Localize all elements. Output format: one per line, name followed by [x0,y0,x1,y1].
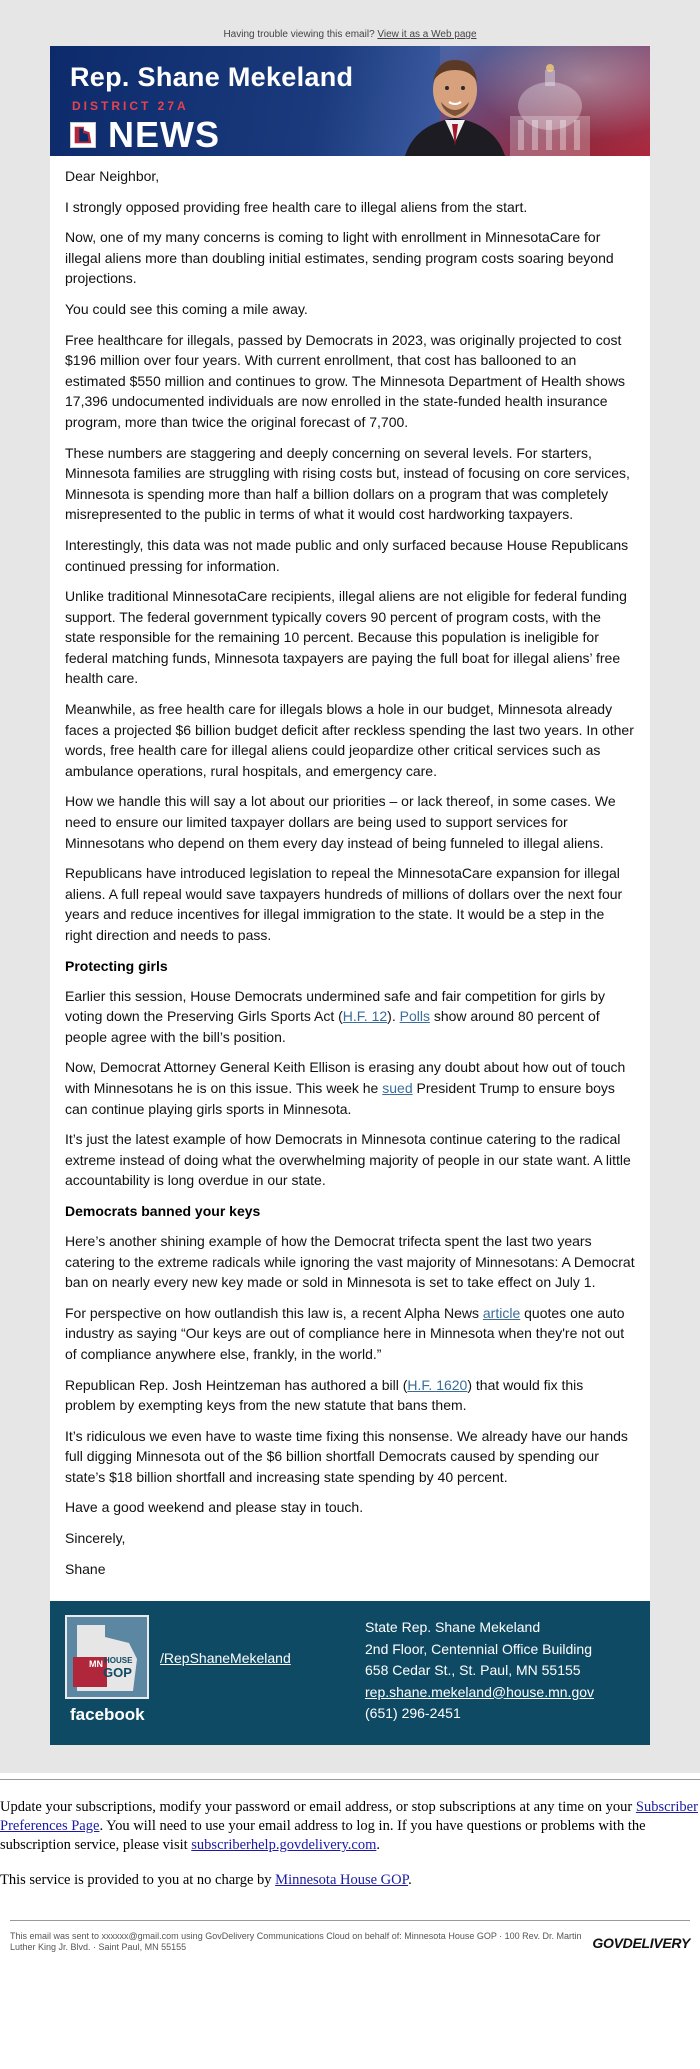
logo-gop-text: GOP [103,1665,132,1681]
text: Now, Democrat Attorney General Keith Ellison is erasing any doubt about how out of touch with Minnesotans he is on this issue. This week he [65,1059,626,1096]
header-news: NEWS [108,114,220,155]
paragraph: Have a good weekend and please stay in touch. [65,1499,364,1516]
email-container [50,46,650,1745]
paragraph: Free healthcare for illegals, passed by Democrats in 2023, was originally projected to cost $196 million over four years. With current enrollment, that cost has ballooned to an estimated $550 million and continues to grow. The Minnesota Department of Health shows 17,396 undocumented individuals are now enrolled in the state-funded health insurance program, more than twice the original forecast of 7,700. [65,331,626,430]
hf12-link[interactable]: H.F. 12 [342,1008,388,1025]
text: Earlier this session, House Democrats undermined safe and fair competition for girls by voting down the Preserving Girls Sports Act ( [65,987,606,1025]
sued-link[interactable]: sued [382,1079,413,1096]
mn-house-gop-logo[interactable] [65,1615,149,1699]
logo-mn-text: MN [89,1659,103,1670]
greeting: Dear Neighbor, [65,168,160,184]
signoff: Sincerely, [65,1530,126,1547]
subscriber-preferences-link[interactable]: Subscriber Preferences Page [0,1799,698,1835]
contact-office: 2nd Floor, Centennial Office Building [365,1640,592,1657]
header-rep-name: Rep. Shane Mekeland [70,62,354,92]
paragraph: I strongly opposed providing free health care to illegal aliens from the start. [65,198,528,215]
subscription-footer [0,1773,700,1982]
logo-house-text: HOUSE [104,1656,133,1666]
email-body [50,156,650,1601]
header-banner [50,46,650,156]
text: . You will need to use your email address to log in. If you have questions or problems with the subscription service, please visit [0,1818,646,1854]
minnesota-house-logo-icon [70,122,96,148]
subscription-text [0,1798,700,1855]
govdelivery-logo[interactable]: GOVDELIVERY [592,1935,690,1952]
subscriberhelp-link[interactable]: subscriberhelp.govdelivery.com [191,1837,377,1854]
header-district: DISTRICT 27A [72,99,189,113]
article-link[interactable]: article [482,1304,521,1321]
contact-address: 658 Cedar St., St. Paul, MN 55155 [365,1662,581,1679]
section-heading-girls: Protecting girls [65,957,168,974]
paragraph: Interestingly, this data was not made public and only surfaced because House Republicans continued pressing for information. [65,536,629,574]
text: Update your subscriptions, modify your password or email address, or stop subscriptions at any time on your [0,1799,636,1816]
web-page-link[interactable]: View it as a Web page [377,29,477,40]
service-text [0,1871,700,1890]
paragraph: Now, one of my many concerns is coming to light with enrollment in MinnesotaCare for illegal aliens more than doubling initial estimates, sending program costs soaring beyond projections. [65,229,614,287]
text: quotes one auto industry as saying “Our keys are out of compliance here in Minnesota when they're not out of compliance anywhere else, frankly, in the world.” [65,1304,625,1362]
paragraph: How we handle this will say a lot about our priorities – or lack thereof, in some cases. We need to ensure our limited taxpayer dollars are being used to support services for Minnesotans who depend on them every day instead of being funneled to illegal aliens. [65,793,616,851]
preheader [0,28,700,46]
paragraph: These numbers are staggering and deeply concerning on several levels. For starters, Minnesota families are struggling with rising costs but, instead of focusing on core services, Minnesota is spending more than half a billion dollars on a program that was completely misrepresented to the public in terms of what it would cost hardworking taxpayers. [65,444,630,523]
text: show around 80 percent of people agree with the bill’s position. [65,1008,600,1045]
paragraph [65,1303,635,1365]
signature: Shane [65,1560,106,1577]
text: . [376,1837,380,1854]
paragraph [65,1057,635,1119]
paragraph [65,1375,635,1416]
text: President Trump to ensure boys can continue playing girls sports in Minnesota. [65,1079,615,1117]
facebook-wordmark: facebook [70,1705,145,1725]
house-gop-link[interactable]: Minnesota House GOP [275,1872,409,1889]
polls-link[interactable]: Polls [399,1008,430,1025]
paragraph: Republicans have introduced legislation to repeal the MinnesotaCare expansion for illegal aliens. A full repeal would save taxpayers hundreds of millions of dollars over the next four years and reduce incentives for illegal immigration to the state. It would be a step in the right direction and needs to pass. [65,865,623,943]
paragraph: It’s just the latest example of how Democrats in Minnesota continue catering to the radical extreme instead of doing what the overwhelming majority of people in our state want. A little accountability is long overdue in our state. [65,1131,631,1189]
representative-photo [395,46,515,156]
govdelivery-footer [10,1920,690,1982]
paragraph: It’s ridiculous we even have to waste time fixing this nonsense. We already have our hands full digging Minnesota out of the $6 billion shortfall Democrats caused by spending our state’s $18 billion shortfall and increasing state spending by 40 percent. [65,1427,628,1485]
contact-phone: (651) 296-2451 [365,1705,461,1722]
paragraph: Unlike traditional MinnesotaCare recipients, illegal aliens are not eligible for federal funding support. The federal government typically covers 90 percent of program costs, with the state responsible for the remaining 10 percent. Because this population is ineligible for federal matching funds, Minnesota taxpayers are paying the full boat for illegal aliens’ free health care. [65,588,627,687]
text: For perspective on how outlandish this law is, a recent Alpha News [65,1304,483,1321]
divider [0,1779,700,1780]
text: . [408,1872,412,1889]
section-heading-keys: Democrats banned your keys [65,1202,261,1219]
paragraph: Meanwhile, as free health care for illegals blows a hole in our budget, Minnesota already faces a projected $6 billion budget deficit after reckless spending the last two years. In other words, free health care for illegal aliens could jeopardize other critical services such as ambulance operations, rural hospitals, and emergency care. [65,701,634,779]
paragraph: You could see this coming a mile away. [65,300,308,317]
govdelivery-text: This email was sent to xxxxxx@gmail.com using GovDelivery Communications Cloud on behalf of: Minnesota House GOP · 100 Rev. Dr. Martin Luther King Jr. Blvd. · Saint Paul, MN 55155 [10,1931,582,1953]
paragraph: Here’s another shining example of how the Democrat trifecta spent the last two years catering to the extreme radicals while ignoring the vast majority of Minnesotans: A Democrat ban on nearly every new key made or sold in Minnesota is set to take effect on July 1. [65,1232,635,1291]
paragraph [65,986,635,1048]
text: Republican Rep. Josh Heintzeman has authored a bill ( [65,1376,408,1393]
contact-block [365,1617,594,1725]
minnesota-state-icon [67,1617,147,1697]
text: ). [387,1008,400,1025]
facebook-handle-link[interactable]: /RepShaneMekeland [160,1650,291,1667]
contact-email-link[interactable]: rep.shane.mekeland@house.mn.gov [365,1683,595,1700]
text: This service is provided to you at no charge by [0,1872,276,1889]
preheader-text: Having trouble viewing this email? [223,29,375,40]
text: ) that would fix this problem by exempting keys from the new statute that bans them. [65,1376,584,1414]
hf1620-link[interactable]: H.F. 1620 [407,1376,468,1393]
contact-name: State Rep. Shane Mekeland [365,1619,541,1636]
footer-banner [50,1601,650,1745]
